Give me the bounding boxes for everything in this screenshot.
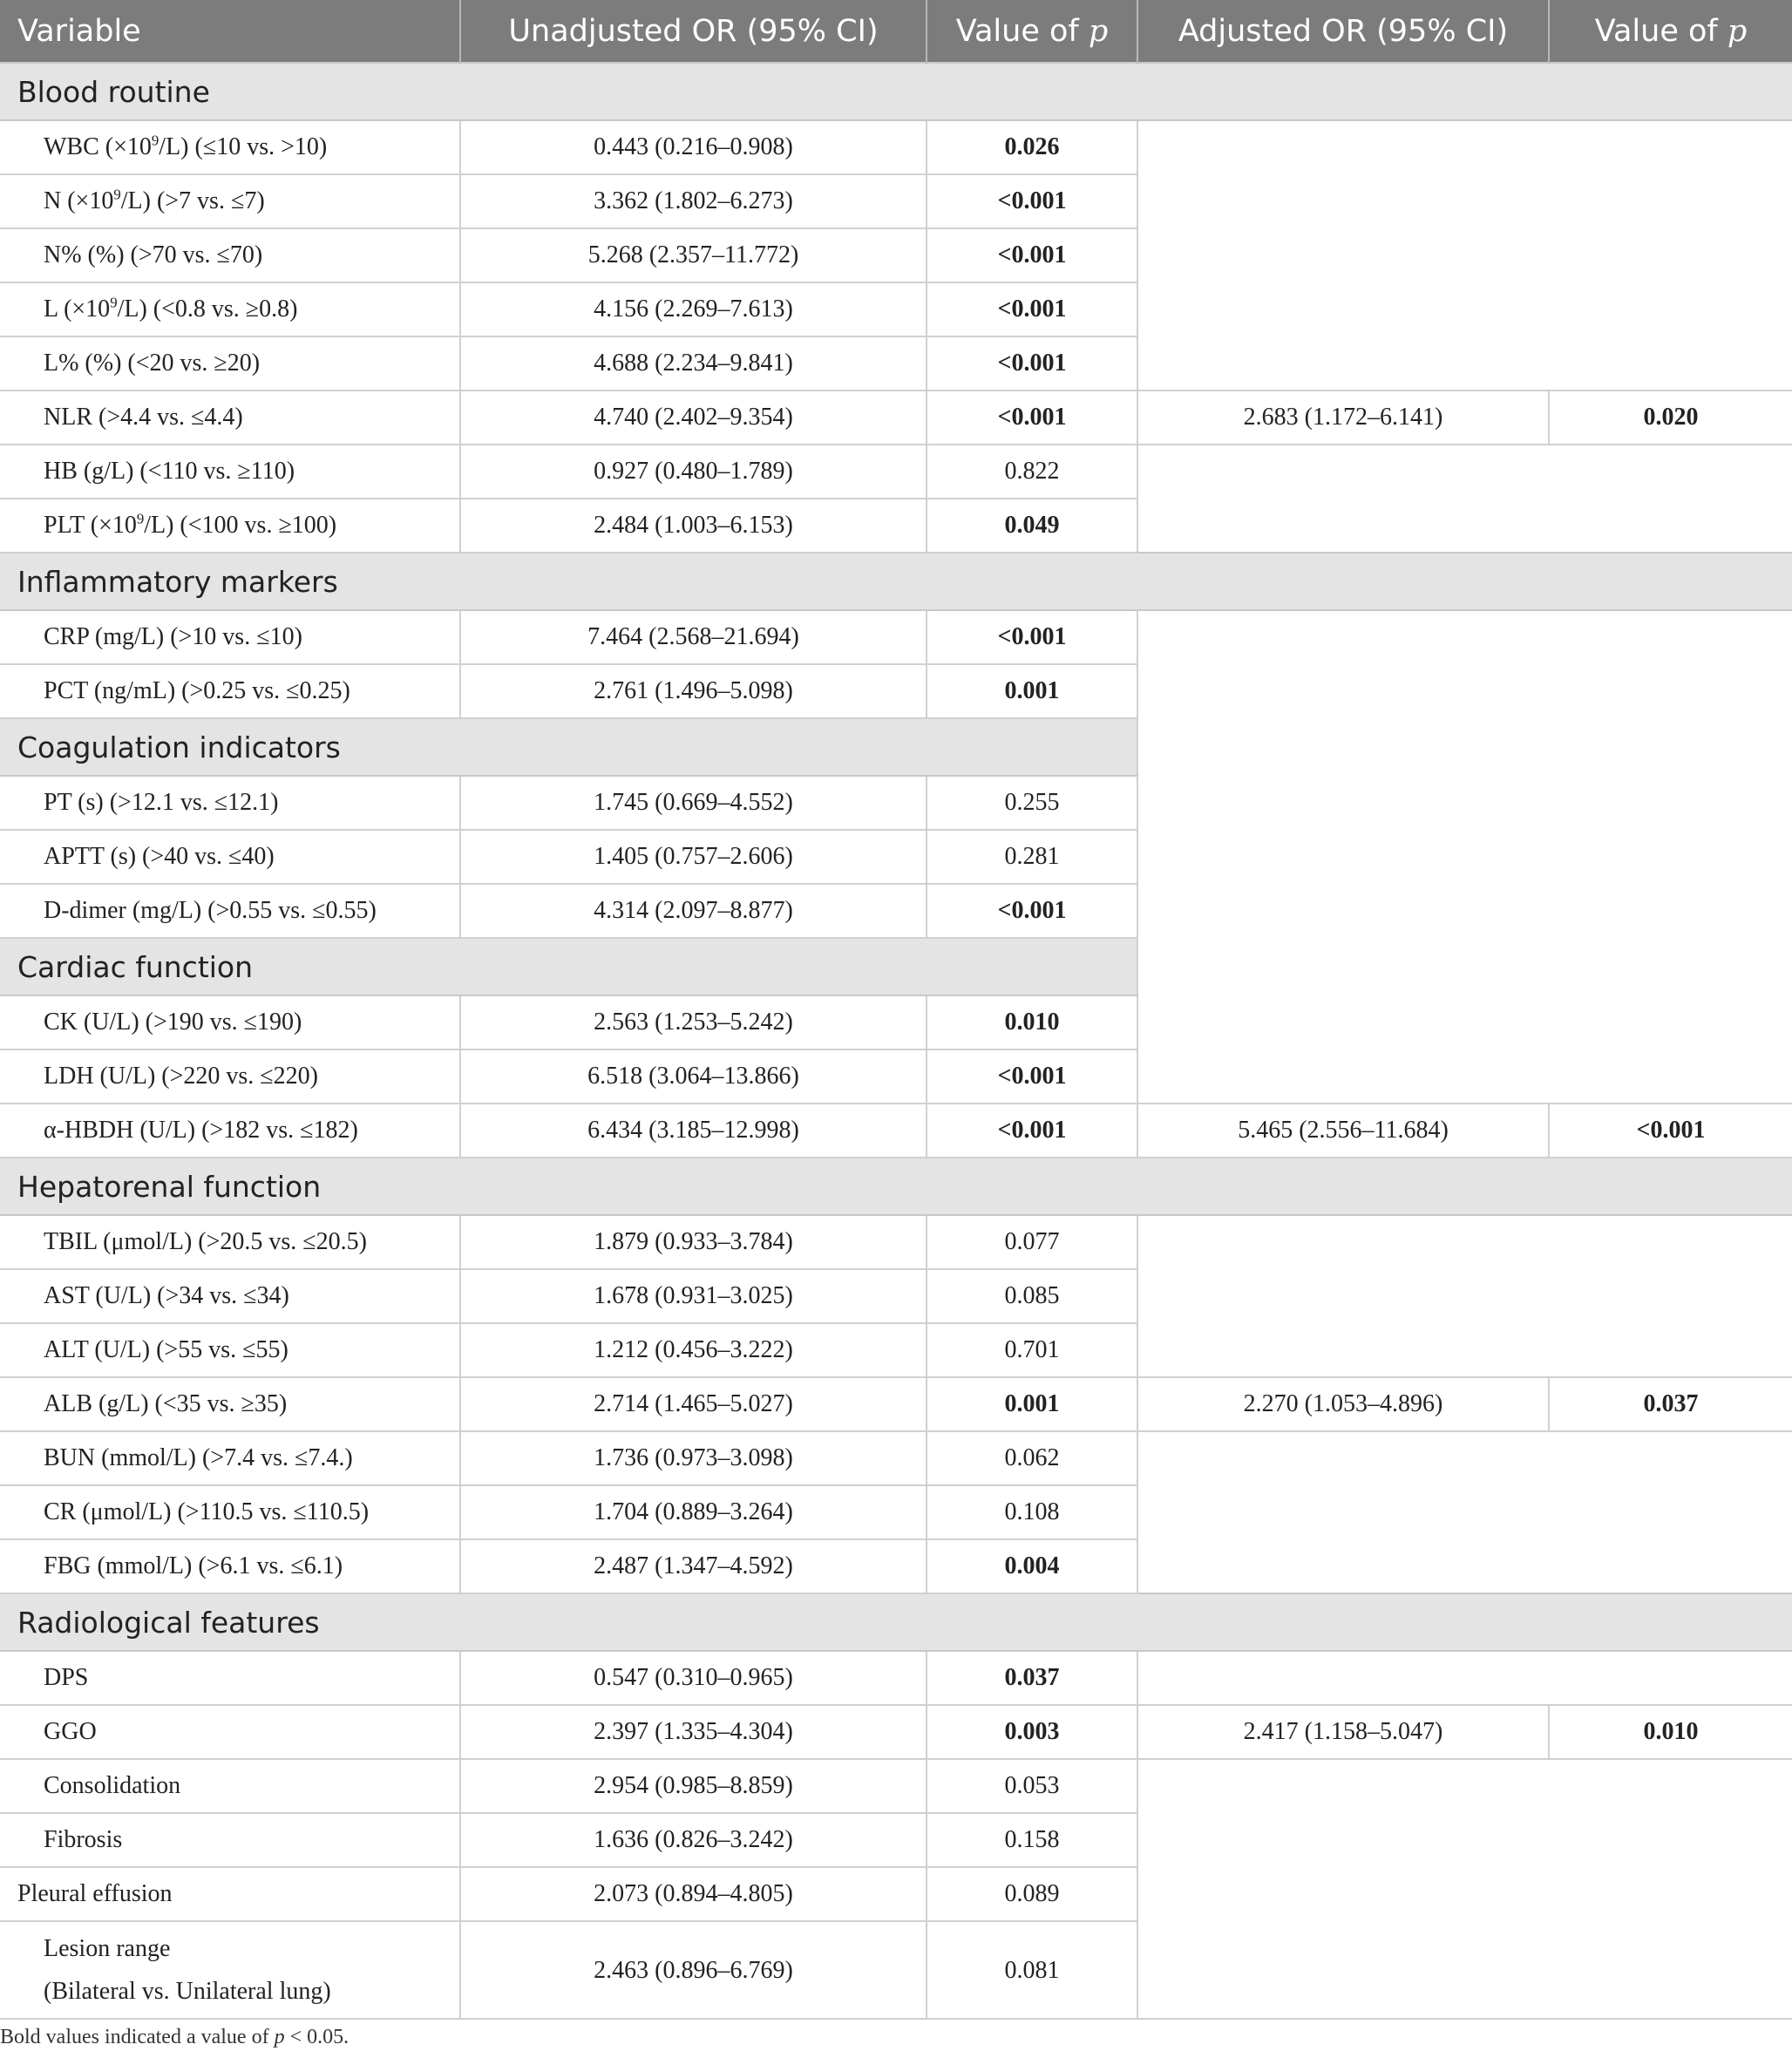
variable-cell: PLT $(\times 10^9/L)$ (<100 vs. ≥100): [0, 499, 460, 553]
empty-cell: [1137, 1269, 1549, 1323]
p-value-cell: 0.255: [927, 776, 1137, 830]
table-row: [0, 1759, 1792, 1813]
variable-cell: CK (U/L) (>190 vs. ≤190): [0, 995, 460, 1049]
header-unadjusted-or: Unadjusted OR (95% CI): [460, 0, 927, 63]
empty-cell: [1137, 174, 1549, 228]
section-blood-routine: Blood routine: [0, 63, 1792, 120]
variable-cell: NLR (>4.4 vs. ≤4.4): [0, 391, 460, 445]
unadjusted-or-cell: 2.563 (1.253–5.242): [460, 995, 927, 1049]
p-value-cell: 0.001: [927, 664, 1137, 718]
p-value-cell: <0.001: [927, 884, 1137, 938]
empty-cell: [1137, 1759, 1549, 1813]
unadjusted-or-cell: 1.736 (0.973–3.098): [460, 1431, 927, 1485]
variable-cell: PCT (ng/mL) (>0.25 vs. ≤0.25): [0, 664, 460, 718]
empty-cell: [1137, 1539, 1549, 1593]
variable-cell: AST (U/L) (>34 vs. ≤34): [0, 1269, 460, 1323]
table-row: [0, 1921, 1792, 2019]
empty-cell: [1549, 445, 1792, 499]
empty-cell: [1549, 1539, 1792, 1593]
variable-cell: ALT (U/L) (>55 vs. ≤55): [0, 1323, 460, 1377]
table-row: [0, 1049, 1792, 1104]
variable-cell: FBG (mmol/L) (>6.1 vs. ≤6.1): [0, 1539, 460, 1593]
empty-cell: [1137, 282, 1549, 336]
unadjusted-or-cell: 0.443 (0.216–0.908): [460, 120, 927, 174]
empty-cell: [1549, 1651, 1792, 1705]
variable-cell: Lesion range (Bilateral vs. Unilateral lung): [0, 1921, 460, 2019]
table-row: [0, 1269, 1792, 1323]
variable-cell: CRP (mg/L) (>10 vs. ≤10): [0, 610, 460, 664]
unadjusted-or-cell: 5.268 (2.357–11.772): [460, 228, 927, 282]
adjusted-p-value-cell: <0.001: [1549, 1104, 1792, 1158]
unadjusted-or-cell: 2.397 (1.335–4.304): [460, 1705, 927, 1759]
empty-cell: [1549, 1867, 1792, 1921]
variable-cell: CR (μmol/L) (>110.5 vs. ≤110.5): [0, 1485, 460, 1539]
variable-cell: WBC $(\times 10^9/L)$ (≤10 vs. >10): [0, 120, 460, 174]
empty-cell: [1549, 1813, 1792, 1867]
empty-cell: [1137, 499, 1549, 553]
empty-cell: [1137, 1323, 1549, 1377]
table-row: [0, 1813, 1792, 1867]
adjusted-or-cell: 2.270 (1.053–4.896): [1137, 1377, 1549, 1431]
empty-cell: [1549, 120, 1792, 174]
table-row: [0, 1867, 1792, 1921]
p-value-cell: 0.108: [927, 1485, 1137, 1539]
table-row: [0, 1431, 1792, 1485]
empty-cell: [1549, 664, 1792, 718]
table-row: [0, 336, 1792, 391]
adjusted-or-cell: 5.465 (2.556–11.684): [1137, 1104, 1549, 1158]
unadjusted-or-cell: 2.954 (0.985–8.859): [460, 1759, 927, 1813]
empty-cell: [1137, 610, 1549, 664]
header-p-adjusted: Value of p: [1549, 0, 1792, 63]
adjusted-or-cell: 2.683 (1.172–6.141): [1137, 391, 1549, 445]
p-value-cell: 0.701: [927, 1323, 1137, 1377]
empty-cell: [1137, 228, 1549, 282]
unadjusted-or-cell: 4.688 (2.234–9.841): [460, 336, 927, 391]
table-row: [0, 776, 1792, 830]
variable-cell: Pleural effusion: [0, 1867, 460, 1921]
empty-cell: [1137, 1485, 1549, 1539]
unadjusted-or-cell: 1.636 (0.826–3.242): [460, 1813, 927, 1867]
empty-cell: [1549, 1485, 1792, 1539]
unadjusted-or-cell: 1.879 (0.933–3.784): [460, 1215, 927, 1269]
unadjusted-or-cell: 1.678 (0.931–3.025): [460, 1269, 927, 1323]
table-row: [0, 228, 1792, 282]
p-value-cell: <0.001: [927, 336, 1137, 391]
variable-cell: TBIL (μmol/L) (>20.5 vs. ≤20.5): [0, 1215, 460, 1269]
variable-cell: BUN (mmol/L) (>7.4 vs. ≤7.4.): [0, 1431, 460, 1485]
section-row: [0, 553, 1792, 610]
p-value-cell: <0.001: [927, 1049, 1137, 1104]
table-row: [0, 499, 1792, 553]
unadjusted-or-cell: 2.761 (1.496–5.098): [460, 664, 927, 718]
section-row: [0, 938, 1792, 995]
section-radiological-features: Radiological features: [0, 1593, 1792, 1651]
empty-cell: [1137, 1651, 1549, 1705]
unadjusted-or-cell: 0.927 (0.480–1.789): [460, 445, 927, 499]
adjusted-p-value-cell: 0.037: [1549, 1377, 1792, 1431]
p-value-cell: 0.053: [927, 1759, 1137, 1813]
empty-cell: [1549, 282, 1792, 336]
section-row: [0, 63, 1792, 120]
empty-cell: [1137, 664, 1549, 718]
table-row: [0, 995, 1792, 1049]
variable-cell: GGO: [0, 1705, 460, 1759]
header-variable: Variable: [0, 0, 460, 63]
unadjusted-or-cell: 2.487 (1.347–4.592): [460, 1539, 927, 1593]
empty-cell: [1549, 1759, 1792, 1813]
empty-cell: [1549, 336, 1792, 391]
variable-cell: Consolidation: [0, 1759, 460, 1813]
empty-cell: [1137, 1215, 1549, 1269]
p-value-cell: 0.077: [927, 1215, 1137, 1269]
variable-cell: APTT (s) (>40 vs. ≤40): [0, 830, 460, 884]
variable-cell: ALB (g/L) (<35 vs. ≥35): [0, 1377, 460, 1431]
empty-cell: [1137, 938, 1792, 995]
unadjusted-or-cell: 7.464 (2.568–21.694): [460, 610, 927, 664]
empty-cell: [1549, 174, 1792, 228]
variable-cell: DPS: [0, 1651, 460, 1705]
unadjusted-or-cell: 2.463 (0.896–6.769): [460, 1921, 927, 2019]
p-value-cell: 0.037: [927, 1651, 1137, 1705]
empty-cell: [1137, 1867, 1549, 1921]
variable-cell: L $(\times 10^9/L)$ (<0.8 vs. ≥0.8): [0, 282, 460, 336]
empty-cell: [1549, 1269, 1792, 1323]
p-value-cell: <0.001: [927, 1104, 1137, 1158]
table-row: [0, 1539, 1792, 1593]
table-row: [0, 1104, 1792, 1158]
empty-cell: [1549, 1323, 1792, 1377]
table-row: [0, 1651, 1792, 1705]
section-coagulation-indicators: Coagulation indicators: [0, 718, 1137, 776]
unadjusted-or-cell: 4.740 (2.402–9.354): [460, 391, 927, 445]
unadjusted-or-cell: 2.073 (0.894–4.805): [460, 1867, 927, 1921]
variable-cell: Fibrosis: [0, 1813, 460, 1867]
p-value-cell: 0.085: [927, 1269, 1137, 1323]
table-row: [0, 174, 1792, 228]
empty-cell: [1549, 228, 1792, 282]
header-row: [0, 0, 1792, 63]
variable-cell: LDH (U/L) (>220 vs. ≤220): [0, 1049, 460, 1104]
empty-cell: [1549, 830, 1792, 884]
empty-cell: [1549, 1049, 1792, 1104]
table-row: [0, 282, 1792, 336]
unadjusted-or-cell: 2.714 (1.465–5.027): [460, 1377, 927, 1431]
table-row: [0, 1705, 1792, 1759]
table-row: [0, 445, 1792, 499]
section-row: [0, 1158, 1792, 1215]
variable-cell: N $(\times 10^9/L)$ (>7 vs. ≤7): [0, 174, 460, 228]
unadjusted-or-cell: 6.434 (3.185–12.998): [460, 1104, 927, 1158]
empty-cell: [1137, 445, 1549, 499]
section-inflammatory-markers: Inflammatory markers: [0, 553, 1792, 610]
p-value-cell: 0.822: [927, 445, 1137, 499]
unadjusted-or-cell: 1.405 (0.757–2.606): [460, 830, 927, 884]
unadjusted-or-cell: 1.704 (0.889–3.264): [460, 1485, 927, 1539]
p-value-cell: <0.001: [927, 282, 1137, 336]
empty-cell: [1137, 336, 1549, 391]
adjusted-p-value-cell: 0.020: [1549, 391, 1792, 445]
p-value-cell: 0.026: [927, 120, 1137, 174]
variable-cell: HB (g/L) (<110 vs. ≥110): [0, 445, 460, 499]
empty-cell: [1549, 995, 1792, 1049]
empty-cell: [1549, 1431, 1792, 1485]
table-row: [0, 610, 1792, 664]
empty-cell: [1137, 1921, 1549, 2019]
p-value-cell: <0.001: [927, 174, 1137, 228]
table-row: [0, 884, 1792, 938]
adjusted-p-value-cell: 0.010: [1549, 1705, 1792, 1759]
unadjusted-or-cell: 6.518 (3.064–13.866): [460, 1049, 927, 1104]
section-row: [0, 718, 1792, 776]
unadjusted-or-cell: 2.484 (1.003–6.153): [460, 499, 927, 553]
p-value-cell: <0.001: [927, 610, 1137, 664]
empty-cell: [1137, 1813, 1549, 1867]
unadjusted-or-cell: 4.156 (2.269–7.613): [460, 282, 927, 336]
table-row: [0, 1323, 1792, 1377]
header-adjusted-or: Adjusted OR (95% CI): [1137, 0, 1549, 63]
unadjusted-or-cell: 0.547 (0.310–0.965): [460, 1651, 927, 1705]
p-value-cell: 0.003: [927, 1705, 1137, 1759]
p-value-cell: 0.001: [927, 1377, 1137, 1431]
p-value-cell: 0.081: [927, 1921, 1137, 2019]
empty-cell: [1549, 1921, 1792, 2019]
empty-cell: [1137, 884, 1549, 938]
empty-cell: [1137, 1049, 1549, 1104]
unadjusted-or-cell: 4.314 (2.097–8.877): [460, 884, 927, 938]
variable-cell: N% (%) (>70 vs. ≤70): [0, 228, 460, 282]
empty-cell: [1549, 776, 1792, 830]
empty-cell: [1549, 1215, 1792, 1269]
p-value-cell: 0.004: [927, 1539, 1137, 1593]
unadjusted-or-cell: 3.362 (1.802–6.273): [460, 174, 927, 228]
empty-cell: [1137, 120, 1549, 174]
table-row: [0, 664, 1792, 718]
p-value-cell: 0.281: [927, 830, 1137, 884]
unadjusted-or-cell: 1.212 (0.456–3.222): [460, 1323, 927, 1377]
section-cardiac-function: Cardiac function: [0, 938, 1137, 995]
section-row: [0, 1593, 1792, 1651]
empty-cell: [1137, 1431, 1549, 1485]
variable-cell: D-dimer (mg/L) (>0.55 vs. ≤0.55): [0, 884, 460, 938]
empty-cell: [1549, 499, 1792, 553]
adjusted-or-cell: 2.417 (1.158–5.047): [1137, 1705, 1549, 1759]
table-row: [0, 1215, 1792, 1269]
empty-cell: [1137, 776, 1549, 830]
table-row: [0, 120, 1792, 174]
p-value-cell: 0.049: [927, 499, 1137, 553]
table-row: [0, 1377, 1792, 1431]
table-row: [0, 391, 1792, 445]
p-value-cell: <0.001: [927, 228, 1137, 282]
empty-cell: [1137, 995, 1549, 1049]
p-value-cell: <0.001: [927, 391, 1137, 445]
p-value-cell: 0.062: [927, 1431, 1137, 1485]
empty-cell: [1549, 610, 1792, 664]
table-row: [0, 1485, 1792, 1539]
p-value-cell: 0.010: [927, 995, 1137, 1049]
empty-cell: [1137, 718, 1792, 776]
variable-cell: L% (%) (<20 vs. ≥20): [0, 336, 460, 391]
unadjusted-or-cell: 1.745 (0.669–4.552): [460, 776, 927, 830]
table-footnote: Bold values indicated a value of p < 0.05.: [0, 2026, 350, 2048]
p-value-cell: 0.089: [927, 1867, 1137, 1921]
table-row: [0, 830, 1792, 884]
empty-cell: [1137, 830, 1549, 884]
header-p-unadjusted: Value of p: [927, 0, 1137, 63]
empty-cell: [1549, 884, 1792, 938]
variable-cell: α-HBDH (U/L) (>182 vs. ≤182): [0, 1104, 460, 1158]
p-value-cell: 0.158: [927, 1813, 1137, 1867]
section-hepatorenal-function: Hepatorenal function: [0, 1158, 1792, 1215]
variable-cell: PT (s) (>12.1 vs. ≤12.1): [0, 776, 460, 830]
